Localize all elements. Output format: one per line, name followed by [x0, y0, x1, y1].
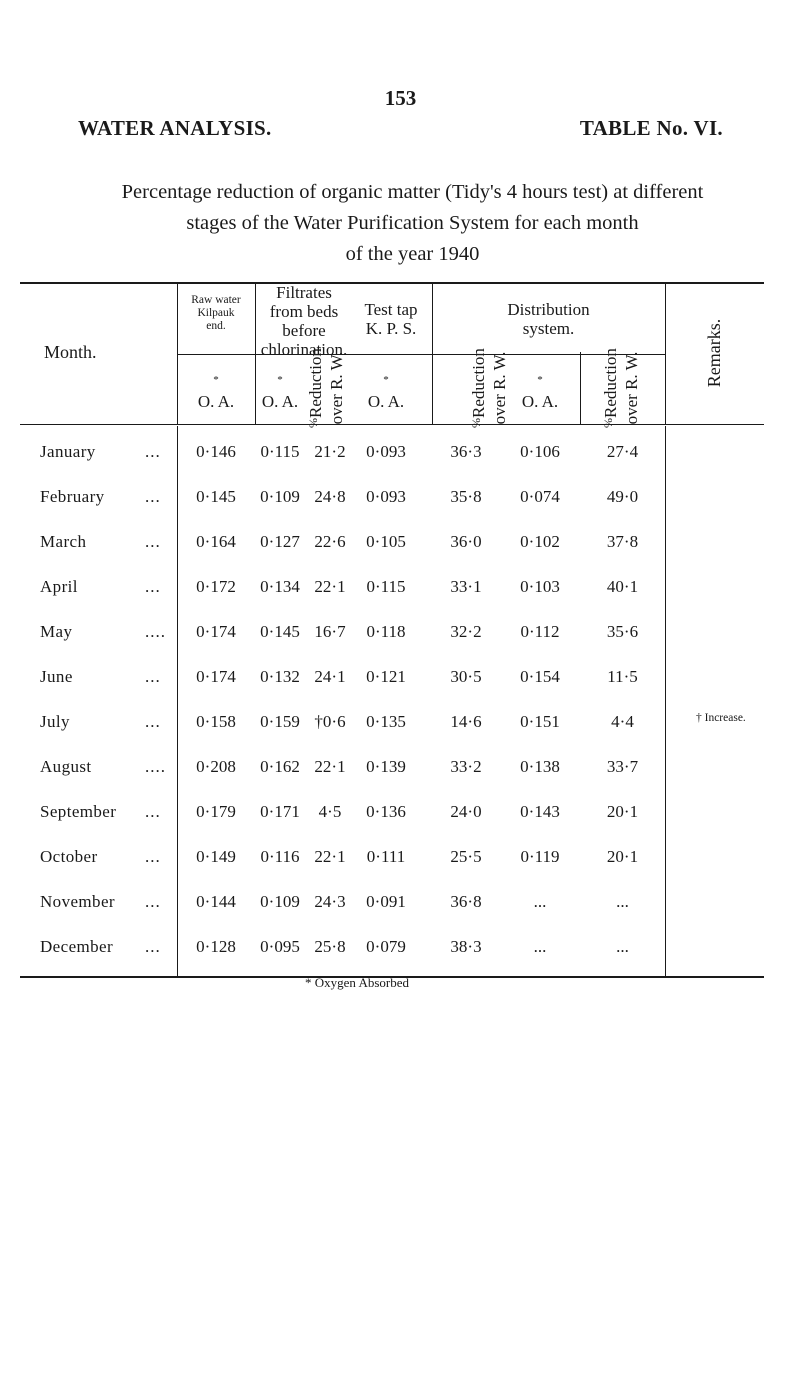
- table-rule-header: [20, 424, 764, 425]
- filtrates-header-line: Filtrates: [276, 283, 332, 302]
- test-tap-header-line: Test tap: [364, 300, 418, 319]
- filt-oa-header: [255, 374, 305, 412]
- dist-oa-cell: 0·138: [520, 757, 560, 776]
- table-row: [20, 432, 764, 471]
- filt-oa-cell: 0·127: [260, 532, 300, 551]
- filt-red-cell: 16·7: [314, 622, 346, 641]
- leader-dots: ...: [145, 892, 161, 911]
- raw-cell: 0·208: [196, 757, 236, 776]
- raw-cell: 0·128: [196, 937, 236, 956]
- tap-oa-cell: 0·091: [366, 892, 406, 911]
- tap-red-cell: 35·8: [450, 487, 482, 506]
- reduction-label: [601, 328, 622, 448]
- month-cell: August: [40, 757, 92, 776]
- dist-red-cell: 11·5: [607, 667, 638, 686]
- tap-oa-cell: 0·139: [366, 757, 406, 776]
- month-cell: October: [40, 847, 98, 866]
- leader-dots: ....: [145, 622, 166, 641]
- filt-red-cell: 4·5: [318, 802, 342, 821]
- table-row: [20, 792, 764, 831]
- dist-oa-cell: 0·112: [520, 622, 560, 641]
- leader-dots: ...: [145, 937, 161, 956]
- leader-dots: ...: [145, 847, 161, 866]
- remark-cell: † Increase.: [696, 712, 746, 724]
- tap-oa-cell: 0·136: [366, 802, 406, 821]
- filt-red-cell: 22·1: [314, 577, 346, 596]
- tap-red-cell: 38·3: [450, 937, 482, 956]
- dist-oa-cell: 0·154: [520, 667, 560, 686]
- reduction-word: Reduction: [601, 348, 620, 418]
- dist-oa-cell: ...: [533, 937, 547, 956]
- leader-dots: ...: [145, 442, 161, 461]
- month-cell: December: [40, 937, 114, 956]
- distribution-header-line: Distribution: [507, 300, 590, 319]
- filt-oa-cell: 0·109: [260, 892, 300, 911]
- test-tap-header: [350, 300, 432, 338]
- table-row: [20, 612, 764, 651]
- filt-oa-cell: 0·132: [260, 667, 300, 686]
- raw-cell: 0·146: [196, 442, 236, 461]
- oa-label: O. A.: [261, 392, 299, 411]
- filt-oa-cell: 0·116: [260, 847, 300, 866]
- raw-cell: 0·174: [196, 667, 236, 686]
- tap-oa-cell: 0·115: [366, 577, 406, 596]
- dist-oa-cell: 0·102: [520, 532, 560, 551]
- month-cell: September: [40, 802, 117, 821]
- raw-water-header-line: Kilpauk: [197, 307, 235, 319]
- header-left: WATER ANALYSIS.: [78, 116, 272, 140]
- tap-red-cell: 33·2: [450, 757, 482, 776]
- filt-oa-cell: 0·109: [260, 487, 300, 506]
- dist-oa-cell: 0·143: [520, 802, 560, 821]
- dist-oa-cell: ...: [533, 892, 547, 911]
- tap-red-cell: 36·0: [450, 532, 482, 551]
- remarks-header: Remarks.: [704, 318, 724, 388]
- tap-oa-cell: 0·093: [366, 442, 406, 461]
- leader-dots: ...: [145, 802, 161, 821]
- table-row: [20, 837, 764, 876]
- month-cell: July: [40, 712, 70, 731]
- raw-cell: 0·144: [196, 892, 236, 911]
- percent-mark: %: [469, 417, 483, 428]
- filt-red-cell: 25·8: [314, 937, 346, 956]
- leader-dots: ...: [145, 712, 161, 731]
- table-row: [20, 657, 764, 696]
- month-cell: November: [40, 892, 115, 911]
- tap-oa-cell: 0·105: [366, 532, 406, 551]
- header-right: TABLE No. VI.: [579, 116, 723, 140]
- tap-red-cell: 24·0: [450, 802, 482, 821]
- raw-cell: 0·145: [196, 487, 236, 506]
- table-caption: [40, 177, 785, 270]
- raw-cell: 0·149: [196, 847, 236, 866]
- dist-red-cell: 4·4: [611, 712, 634, 731]
- tap-oa-cell: 0·093: [366, 487, 406, 506]
- dist-red-cell: 40·1: [606, 577, 639, 596]
- reduction-basis: over R. W.: [327, 351, 346, 425]
- dist-red-cell: ...: [616, 892, 629, 911]
- oa-label: O. A.: [367, 392, 405, 411]
- filt-oa-cell: 0·134: [260, 577, 300, 596]
- dist-oa-cell: 0·119: [520, 847, 560, 866]
- test-tap-header-line: K. P. S.: [365, 319, 417, 338]
- caption-line: Percentage reduction of organic matter (Tidy's 4 hours test) at different: [121, 181, 704, 203]
- leader-dots: ...: [145, 487, 161, 506]
- leader-dots: ...: [145, 532, 161, 551]
- oa-label: O. A.: [521, 392, 559, 411]
- filt-red-cell: 24·1: [314, 667, 346, 686]
- filtrates-header-line: before: [282, 321, 326, 340]
- dist-oa-header: [500, 374, 580, 412]
- table-row: [20, 567, 764, 606]
- filtrates-header-line: from beds: [269, 302, 339, 321]
- filt-red-cell: †0·6: [314, 712, 346, 731]
- filt-oa-cell: 0·115: [260, 442, 300, 461]
- raw-oa-header: [177, 374, 255, 412]
- raw-cell: 0·174: [196, 622, 236, 641]
- filt-oa-cell: 0·095: [260, 937, 300, 956]
- filt-red-cell: 24·3: [314, 892, 346, 911]
- percent-mark: %: [306, 417, 320, 428]
- tap-red-cell: 14·6: [450, 712, 482, 731]
- filt-oa-cell: 0·162: [260, 757, 300, 776]
- dist-oa-cell: 0·103: [520, 577, 560, 596]
- leader-dots: ....: [145, 757, 166, 776]
- dist-red-cell: 20·1: [606, 802, 639, 821]
- dist-red-cell: 35·6: [606, 622, 639, 641]
- dist-oa-cell: 0·151: [520, 712, 560, 731]
- filt-oa-cell: 0·145: [260, 622, 300, 641]
- leader-dots: ...: [145, 577, 161, 596]
- raw-cell: 0·158: [196, 712, 236, 731]
- month-cell: May: [40, 622, 73, 641]
- table-row: [20, 747, 764, 786]
- tap-red-cell: 36·3: [450, 442, 482, 461]
- dist-oa-cell: 0·106: [520, 442, 560, 461]
- filt-red-cell: 22·1: [314, 757, 346, 776]
- table-row: [20, 882, 764, 921]
- dist-red-cell: ...: [616, 937, 629, 956]
- tap-oa-cell: 0·118: [366, 622, 406, 641]
- table-row: [20, 702, 764, 741]
- dist-red-cell: 20·1: [606, 847, 639, 866]
- filt-red-cell: 21·2: [314, 442, 346, 461]
- page-number: 153: [384, 86, 417, 110]
- raw-water-header-line: end.: [206, 320, 226, 332]
- table-rule-top: [20, 282, 764, 284]
- percent-mark: %: [601, 417, 615, 428]
- tap-oa-header: [350, 374, 422, 412]
- leader-dots: ...: [145, 667, 161, 686]
- raw-cell: 0·179: [196, 802, 236, 821]
- filt-red-cell: 22·1: [314, 847, 346, 866]
- oxygen-star-mark: *: [213, 374, 219, 386]
- month-cell: January: [40, 442, 96, 461]
- raw-cell: 0·172: [196, 577, 236, 596]
- caption-line: of the year 1940: [345, 243, 480, 265]
- filt-oa-cell: 0·171: [260, 802, 300, 821]
- month-cell: April: [40, 577, 78, 596]
- tap-red-cell: 32·2: [450, 622, 482, 641]
- month-header: Month.: [44, 342, 97, 362]
- tap-red-cell: 33·1: [450, 577, 482, 596]
- reduction-word: Reduction: [306, 348, 325, 418]
- tap-red-cell: 30·5: [450, 667, 482, 686]
- tap-red-cell: 36·8: [450, 892, 482, 911]
- caption-line: stages of the Water Purification System for each month: [186, 212, 639, 234]
- table-row: [20, 927, 764, 966]
- reduction-label: [469, 328, 490, 448]
- dist-oa-cell: 0·074: [520, 487, 560, 506]
- footnote: * Oxygen Absorbed: [305, 975, 409, 990]
- raw-water-header-line: Raw water: [191, 294, 241, 306]
- distribution-header-line: system.: [522, 319, 575, 338]
- col-divider: [665, 284, 666, 424]
- tap-oa-cell: 0·135: [366, 712, 406, 731]
- filt-red-cell: 24·8: [314, 487, 346, 506]
- month-cell: March: [40, 532, 87, 551]
- reduction-word: Reduction: [469, 348, 488, 418]
- oxygen-star-mark: *: [537, 374, 543, 386]
- oxygen-star-mark: *: [383, 374, 389, 386]
- oxygen-star-mark: *: [277, 374, 283, 386]
- filt-oa-cell: 0·159: [260, 712, 300, 731]
- reduction-basis: over R. W.: [622, 351, 641, 425]
- month-cell: June: [40, 667, 73, 686]
- filtrates-header-line: chlorination.: [260, 340, 348, 359]
- filt-reduction-header: [306, 328, 350, 448]
- raw-water-header: [177, 294, 255, 333]
- tap-red-cell: 25·5: [450, 847, 482, 866]
- reduction-basis: over R. W.: [490, 351, 509, 425]
- tap-oa-cell: 0·079: [366, 937, 406, 956]
- tap-oa-cell: 0·111: [366, 847, 406, 866]
- dist-red-cell: 49·0: [606, 487, 639, 506]
- dist-reduction-header: [601, 328, 645, 448]
- dist-red-cell: 37·8: [606, 532, 639, 551]
- oa-label: O. A.: [197, 392, 235, 411]
- month-cell: February: [40, 487, 105, 506]
- dist-red-cell: 27·4: [606, 442, 639, 461]
- table-row: [20, 522, 764, 561]
- filt-red-cell: 22·6: [314, 532, 346, 551]
- table-row: [20, 477, 764, 516]
- col-divider: [580, 352, 581, 424]
- reduction-label: [306, 328, 327, 448]
- tap-oa-cell: 0·121: [366, 667, 406, 686]
- dist-red-cell: 33·7: [606, 757, 639, 776]
- raw-cell: 0·164: [196, 532, 236, 551]
- header-subrule: [177, 354, 665, 355]
